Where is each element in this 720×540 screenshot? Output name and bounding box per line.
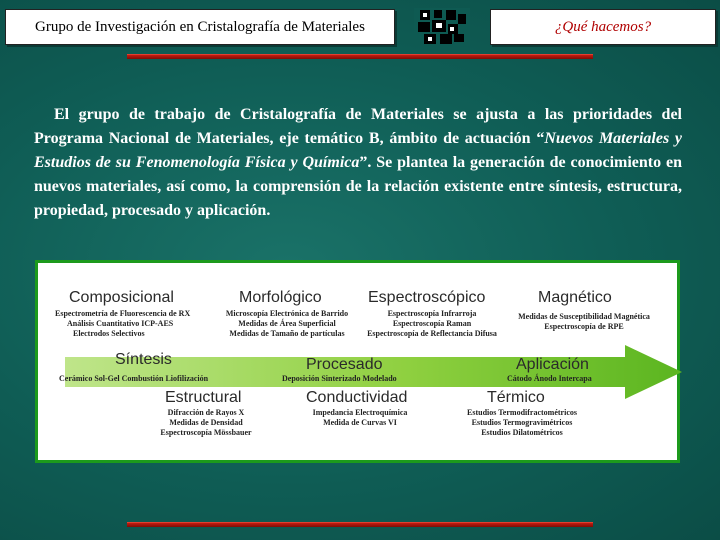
technique-item: Difracción de Rayos X: [167, 408, 245, 417]
espectroscopico-techniques: [356, 309, 508, 339]
estructural-techniques: [146, 408, 266, 438]
technique-item: Medidas de Área Superficial: [238, 319, 336, 328]
technique-item: Medidas de Susceptibilidad Magnética: [518, 312, 650, 321]
stage-sintesis: Síntesis: [115, 351, 172, 368]
technique-item: Espectroscopía Mössbauer: [160, 428, 252, 437]
characterization-diagram: [35, 260, 680, 463]
category-composicional: Composicional: [69, 289, 174, 306]
university-logo: [414, 8, 470, 46]
technique-item: Estudios Termogravimétricos: [471, 418, 573, 427]
procesado-methods: Deposición Sinterizado Modelado: [282, 374, 397, 383]
intro-paragraph: [34, 103, 682, 223]
intro-italic: Nuevos Materiales y Estudios de su Fenomenología Física y Química: [34, 130, 683, 171]
technique-item: Análisis Cuantitativo ICP-AES: [67, 319, 174, 328]
technique-item: Medidas de Densidad: [169, 418, 243, 427]
category-morfologico: Morfológico: [239, 289, 322, 306]
technique-item: Espectroscopía de RPE: [544, 322, 624, 331]
stage-aplicacion: Aplicación: [516, 356, 589, 373]
technique-item: Espectroscopía de Reflectancia Difusa: [367, 329, 497, 338]
technique-item: Medidas de Tamaño de partículas: [229, 329, 345, 338]
technique-item: Espectroscopía Infrarroja: [387, 309, 477, 318]
magnetico-techniques: [506, 312, 662, 332]
header-title: Grupo de Investigación en Cristalografía de Materiales: [5, 9, 395, 45]
intro-text-2: ”. Se plantea la generación de conocimiento en nuevos materiales, así como, la comprensión de la relación existente entre síntesis, estructura, propiedad, procesado y aplicación.: [34, 154, 683, 219]
sintesis-methods: Cerámico Sol-Gel Combustión Liofilización: [59, 374, 209, 383]
technique-item: Electrodos Selectivos: [73, 329, 145, 338]
stage-procesado: Procesado: [306, 356, 383, 373]
technique-item: Estudios Termodifractométricos: [467, 408, 577, 417]
section-title: ¿Qué hacemos?: [490, 9, 716, 45]
termico-techniques: [448, 408, 596, 438]
composicional-techniques: [55, 309, 190, 339]
technique-item: Medida de Curvas VI: [323, 418, 397, 427]
category-espectroscopico: Espectroscópico: [368, 289, 486, 306]
bottom-divider: [127, 522, 593, 527]
category-magnetico: Magnético: [538, 289, 612, 306]
category-conductividad: Conductividad: [306, 389, 408, 406]
technique-item: Espectrometría de Fluorescencia de RX: [55, 309, 191, 318]
category-estructural: Estructural: [165, 389, 242, 406]
technique-item: Impedancia Electroquímica: [312, 408, 408, 417]
conductividad-techniques: [293, 408, 427, 428]
technique-item: Estudios Dilatométricos: [481, 428, 563, 437]
intro-text-1: El grupo de trabajo de Cristalografía de Materiales se ajusta a las prioridades del Programa Nacional de Materiales, eje temático B, ámbito de actuación “: [34, 106, 682, 147]
category-termico: Térmico: [487, 389, 545, 406]
technique-item: Espectroscopía Raman: [392, 319, 472, 328]
aplicacion-methods: Cátodo Ánodo Intercapa: [507, 374, 592, 383]
morfologico-techniques: [218, 309, 356, 339]
technique-item: Microscopía Electrónica de Barrido: [225, 309, 349, 318]
top-divider: [127, 54, 593, 59]
